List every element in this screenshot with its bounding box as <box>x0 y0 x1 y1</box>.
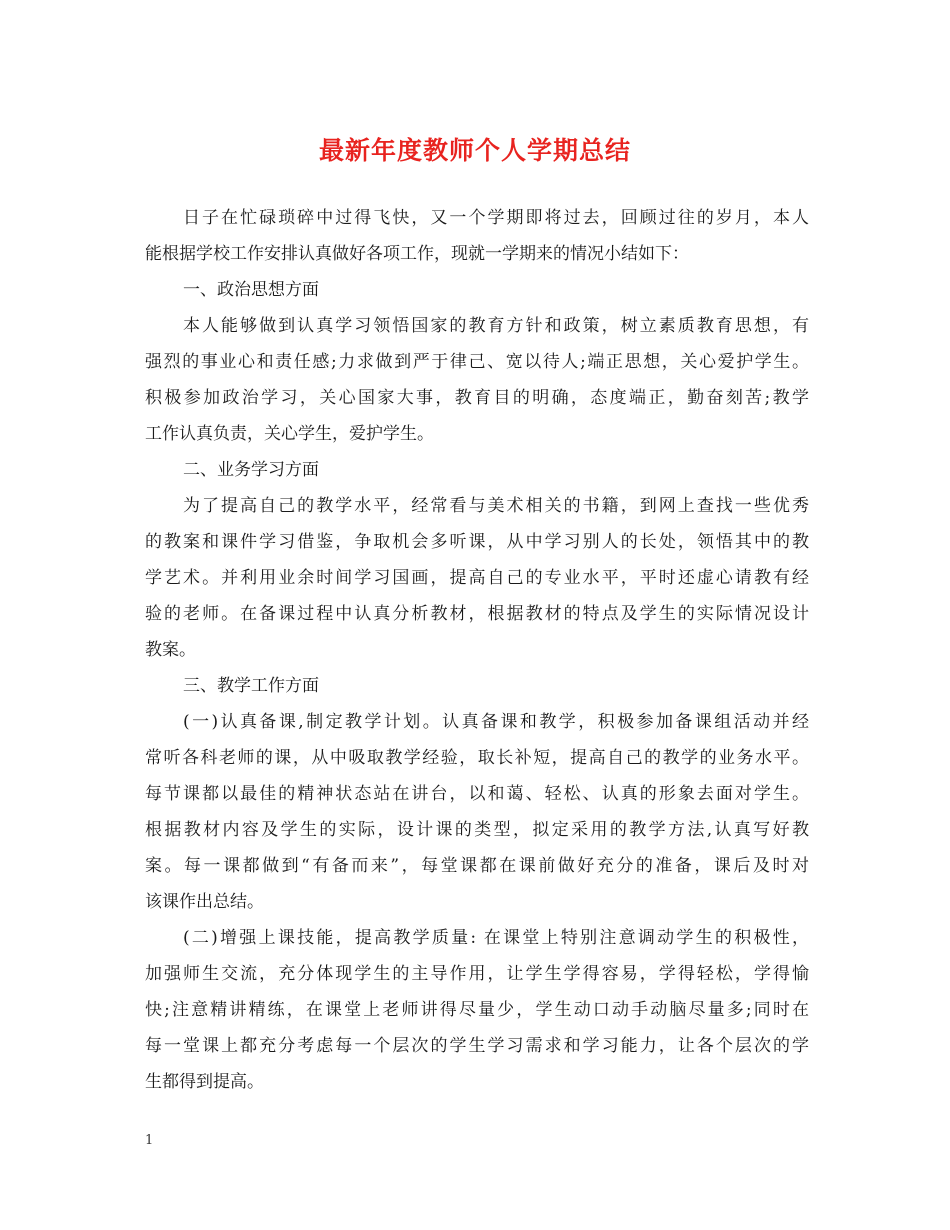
paragraph-study-line-3: 学艺术。并利用业余时间学习国画，提高自己的专业水平，平时还虚心请教有经 <box>145 568 809 588</box>
paragraph-study-line-1: 为了提高自己的教学水平，经常看与美术相关的书籍，到网上查找一些优秀 <box>183 496 809 516</box>
section-heading-professional-study: 二、业务学习方面 <box>183 460 319 480</box>
paragraph-teaching-2-line-5: 生都得到提高。 <box>145 1072 264 1092</box>
paragraph-study-line-5: 教案。 <box>145 640 196 660</box>
document-title: 最新年度教师个人学期总结 <box>318 136 631 165</box>
page-number: 1 <box>145 1133 154 1148</box>
paragraph-teaching-1-line-3: 每节课都以最佳的精神状态站在讲台，以和蔼、轻松、认真的形象去面对学生。 <box>145 784 809 804</box>
section-heading-teaching-work: 三、教学工作方面 <box>183 676 319 696</box>
paragraph-politics-line-2: 强烈的事业心和责任感;力求做到严于律己、宽以待人;端正思想，关心爱护学生。 <box>145 352 809 372</box>
paragraph-intro-line-1: 日子在忙碌琐碎中过得飞快，又一个学期即将过去，回顾过往的岁月，本人 <box>183 208 809 228</box>
paragraph-politics-line-1: 本人能够做到认真学习领悟国家的教育方针和政策，树立素质教育思想，有 <box>183 316 809 336</box>
paragraph-teaching-1-line-6: 该课作出总结。 <box>145 892 264 912</box>
paragraph-teaching-2-line-3: 快;注意精讲精练，在课堂上老师讲得尽量少，学生动口动手动脑尽量多;同时在 <box>145 1000 809 1020</box>
paragraph-teaching-1-line-5: 案。每一课都做到“有备而来”，每堂课都在课前做好充分的准备，课后及时对 <box>145 856 809 876</box>
document-body <box>145 200 809 1100</box>
paragraph-study-line-2: 的教案和课件学习借鉴，争取机会多听课，从中学习别人的长处，领悟其中的教 <box>145 532 809 552</box>
paragraph-study-line-4: 验的老师。在备课过程中认真分析教材，根据教材的特点及学生的实际情况设计 <box>145 604 809 624</box>
paragraph-teaching-2-line-2: 加强师生交流，充分体现学生的主导作用，让学生学得容易，学得轻松，学得愉 <box>145 964 809 984</box>
paragraph-politics-line-3: 积极参加政治学习，关心国家大事，教育目的明确，态度端正，勤奋刻苦;教学 <box>145 388 809 408</box>
section-heading-politics: 一、政治思想方面 <box>183 280 319 300</box>
paragraph-teaching-1-line-4: 根据教材内容及学生的实际，设计课的类型，拟定采用的教学方法,认真写好教 <box>145 820 809 840</box>
paragraph-teaching-2-line-4: 每一堂课上都充分考虑每一个层次的学生学习需求和学习能力，让各个层次的学 <box>145 1036 809 1056</box>
paragraph-teaching-1-line-1: (一)认真备课,制定教学计划。认真备课和教学，积极参加备课组活动并经 <box>183 712 809 732</box>
paragraph-teaching-1-line-2: 常听各科老师的课，从中吸取教学经验，取长补短，提高自己的教学的业务水平。 <box>145 748 809 768</box>
paragraph-teaching-2-line-1: (二)增强上课技能，提高教学质量: 在课堂上特别注意调动学生的积极性， <box>183 928 809 948</box>
paragraph-intro-line-2: 能根据学校工作安排认真做好各项工作，现就一学期来的情况小结如下： <box>145 244 689 264</box>
paragraph-politics-line-4: 工作认真负责，关心学生，爱护学生。 <box>145 424 434 444</box>
